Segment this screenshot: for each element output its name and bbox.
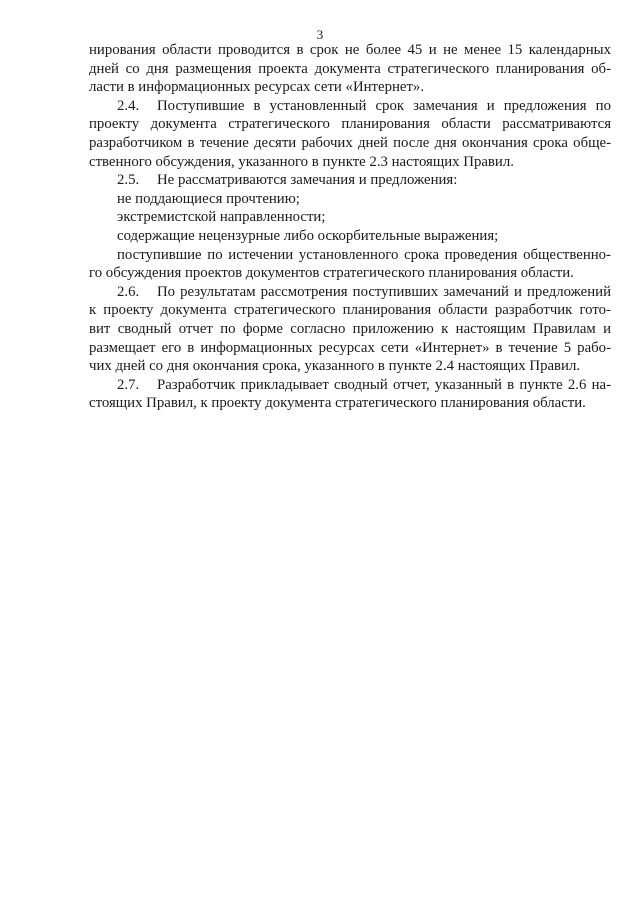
text-span: Не рассматриваются замечания и предложения: [157,172,458,189]
text-span: Разработчик прикладывает сводный отчет, указанный в пункте 2.6 на- [157,376,611,393]
list-item: поступившие по истечении установленного срока проведения общественно- [117,246,611,263]
list-item: содержащие нецензурные либо оскорбительные выражения; [117,227,499,244]
text-span: Поступившие в установленный срок замечания и предложения по [157,97,611,114]
text-line [89,97,611,116]
list-item: не поддающиеся прочтению; [117,190,300,207]
text-line: размещает его в информационных ресурсах сети «Интернет» в течение 5 рабо- [89,339,611,356]
paragraph-2-5 [89,171,611,283]
text-line: ласти в информационных ресурсах сети «Интернет». [89,79,425,96]
text-line [89,283,611,302]
paragraph-number: 2.4. [117,97,140,114]
document-body [89,41,611,413]
paragraph-2-6 [89,283,611,376]
text-line: к проекту документа стратегического планирования области разработчик гото- [89,302,611,319]
text-line: дней со дня размещения проекта документа стратегического планирования об- [89,60,611,77]
text-line: вит сводный отчет по форме согласно приложению к настоящим Правилам и [89,320,611,337]
page-number: 3 [316,27,324,42]
text-line: го обсуждения проектов документов стратегического планирования области. [89,265,574,282]
paragraph-number: 2.5. [117,172,140,189]
paragraph-2-4 [89,97,611,171]
paragraph-2-3-continuation [89,41,611,97]
text-line: проекту документа стратегического планирования области рассматриваются [89,116,611,133]
text-line: стоящих Правил, к проекту документа стратегического планирования области. [89,395,586,412]
list-item: экстремистской направленности; [117,209,326,226]
paragraph-number: 2.7. [117,376,140,393]
paragraph-2-7 [89,376,611,413]
paragraph-number: 2.6. [117,283,140,300]
text-line: нирования области проводится в срок не более 45 и не менее 15 календарных [89,42,611,58]
text-line: ственного обсуждения, указанного в пункте 2.3 настоящих Правил. [89,153,514,170]
text-span: По результатам рассмотрения поступивших замечаний и предложений [157,283,611,300]
text-line: чих дней со дня окончания срока, указанного в пункте 2.4 настоящих Правил. [89,358,581,375]
text-line [89,376,611,395]
text-line [89,171,611,190]
text-line: разработчиком в течение десяти рабочих дней после дня окончания срока обще- [89,134,611,151]
